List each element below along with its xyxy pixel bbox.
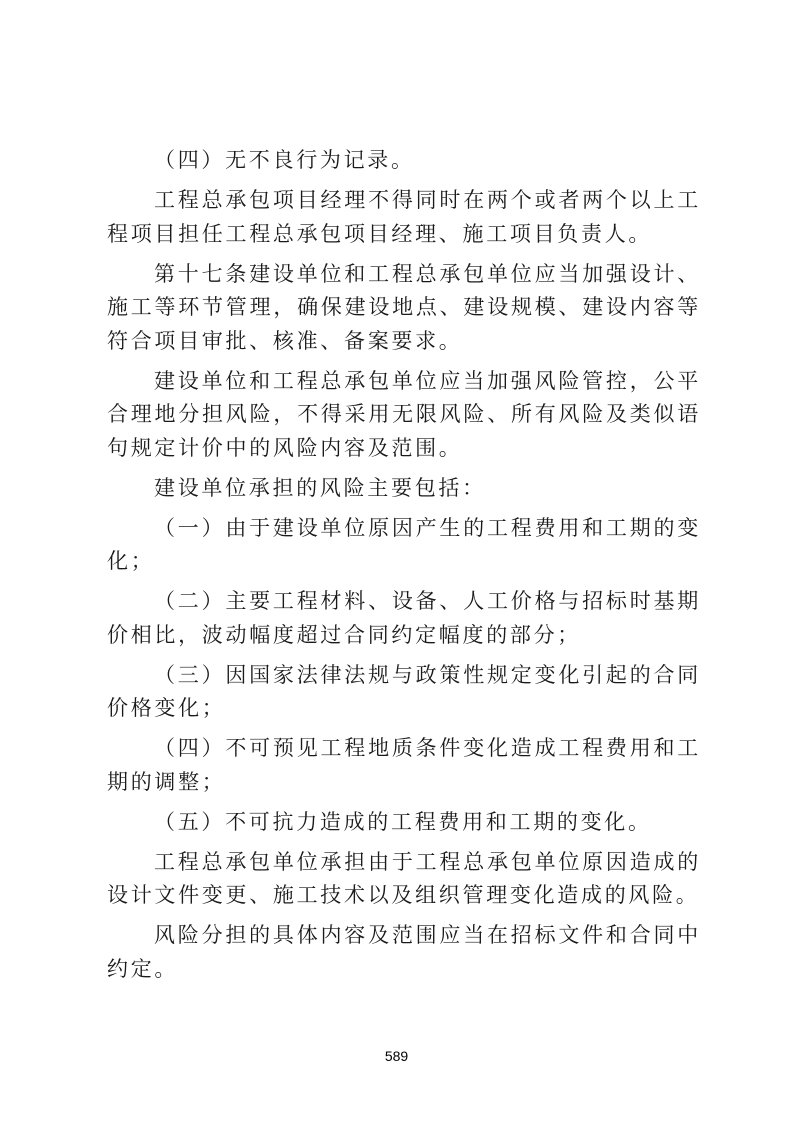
paragraph: （四）无不良行为记录。 (154, 148, 415, 172)
paragraph: 第十七条建设单位和工程总承包单位应当加强设计、施工等环节管理，确保建设地点、建设规模、建设内容等符合项目审批、核准、备案要求。 (107, 261, 701, 353)
paragraph: （四）不可预见工程地质条件变化造成工程费用和工期的调整； (107, 736, 701, 794)
paragraph: 建设单位承担的风险主要包括： (154, 475, 486, 500)
document-body (107, 144, 701, 993)
paragraph: （三）因国家法律法规与政策性规定变化引起的合同价格变化； (107, 662, 701, 720)
paragraph: 工程总承包项目经理不得同时在两个或者两个以上工程项目担任工程总承包项目经理、施工项目负责人。 (107, 188, 701, 246)
paragraph: （五）不可抗力造成的工程费用和工期的变化。 (154, 809, 652, 834)
page-number: 589 (384, 1048, 409, 1064)
paragraph: 建设单位和工程总承包单位应当加强风险管控，公平合理地分担风险，不得采用无限风险、所有风险及类似语句规定计价中的风险内容及范围。 (107, 368, 701, 460)
paragraph: （二）主要工程材料、设备、人工价格与招标时基期价相比，波动幅度超过合同约定幅度的部分； (107, 589, 701, 647)
paragraph: 工程总承包单位承担由于工程总承包单位原因造成的设计文件变更、施工技术以及组织管理变化造成的风险。 (107, 849, 701, 907)
paragraph: 风险分担的具体内容及范围应当在招标文件和合同中约定。 (107, 923, 701, 981)
paragraph: （一）由于建设单位原因产生的工程费用和工期的变化； (107, 515, 701, 573)
